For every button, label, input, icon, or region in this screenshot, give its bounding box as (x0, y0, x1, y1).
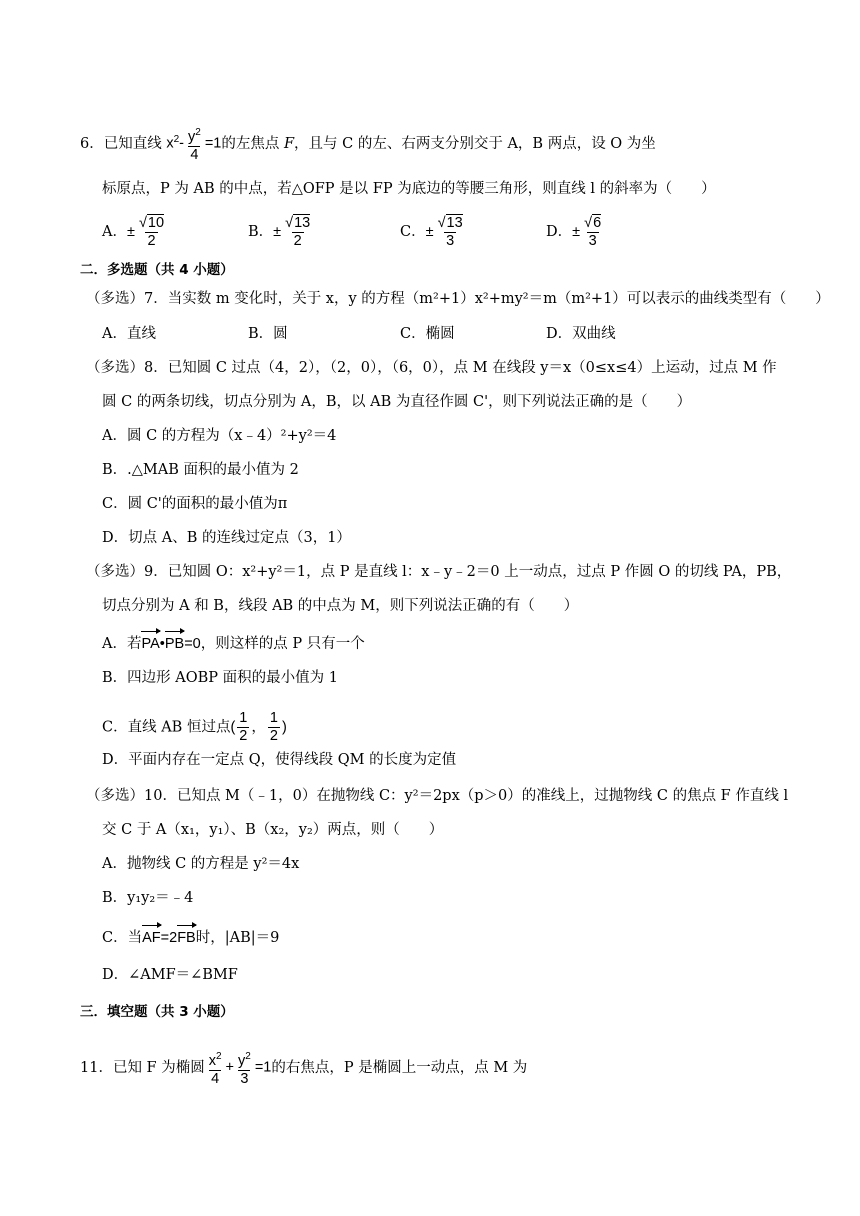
q8-option-d: D．切点 A、B 的连线过定点（3，1） (102, 530, 351, 546)
vector-fb: FB (177, 930, 196, 946)
q8-option-c: C．圆 C'的面积的最小值为π (102, 496, 288, 512)
vector-pa: PA (141, 636, 160, 652)
q10-line-2: 交 C 于 A（x₁，y₁）、B（x₂，y₂）两点，则（ ） (102, 822, 444, 838)
q6-line-2: 标原点，P 为 AB 的中点，若△OFP 是以 FP 为底边的等腰三角形，则直线 l 的斜率为（ ） (102, 181, 716, 197)
q7-stem: （多选）7．当实数 m 变化时，关于 x，y 的方程（m²+1）x²+my²＝m（m²+1）可以表示的曲线类型有（ ） (86, 291, 830, 307)
q9-option-a: A．若PA•PB=0，则这样的点 P 只有一个 (102, 636, 365, 652)
q9-option-d: D．平面内存在一定点 Q，使得线段 QM 的长度为定值 (102, 752, 457, 768)
q7-option-b: B．圆 (248, 326, 288, 342)
q6-text-after-eq: 的左焦点 (221, 135, 284, 152)
q6-text-prefix: 6．已知直线 (80, 135, 167, 152)
q11-ellipse-equation: $\frac{x^2}{4}$ + $\frac{y^2}{3}$ =1 (208, 1051, 272, 1087)
q6-option-b: B．± $\frac{√13}{2}$ (248, 215, 311, 249)
q6-hyperbola-equation: $x^2-$ $\frac{y^2}{4}$ =1 (166, 127, 222, 163)
q7-option-a: A．直线 (102, 326, 156, 342)
q8-option-b: B．.△MAB 面积的最小值为 2 (102, 462, 299, 478)
q7-option-c: C．椭圆 (400, 326, 455, 342)
vector-af: AF (142, 930, 161, 946)
q9-option-c: C．直线 AB 恒过点( $\frac{1}{2}$ ， $\frac{1}{2}$ ) (102, 710, 287, 744)
q10-option-b: B．y₁y₂＝﹣4 (102, 890, 194, 906)
q7-option-d: D．双曲线 (546, 326, 616, 342)
q10-line-1: （多选）10．已知点 M（﹣1，0）在抛物线 C：y²＝2px（p＞0）的准线上，过抛物线 C 的焦点 F 作直线 l (86, 788, 789, 804)
q11-line-1: 11．已知 F 为椭圆 $\frac{x^2}{4}$ + $\frac{y^2}{3}$ =1的右焦点，P 是椭圆上一动点，点 M 为 (80, 1048, 527, 1088)
q6-option-d: D．± $\frac{√6}{3}$ (546, 215, 602, 249)
section-heading-fill-in: 三．填空题（共 3 小题） (80, 1004, 234, 1020)
q6-option-a: A．± $\frac{√10}{2}$ (102, 215, 165, 249)
q8-line-1: （多选）8．已知圆 C 过点（4，2），（2，0），（6，0），点 M 在线段 y＝x（0≤x≤4）上运动，过点 M 作 (86, 360, 777, 376)
q9-option-b: B．四边形 AOBP 面积的最小值为 1 (102, 670, 338, 686)
q9-line-1: （多选）9．已知圆 O：x²+y²＝1，点 P 是直线 l：x﹣y﹣2＝0 上一动点，过点 P 作圆 O 的切线 PA，PB， (86, 564, 792, 580)
q6-line-1: 6．已知直线 $x^2-$ $\frac{y^2}{4}$ =1的左焦点 F，且与 C 的左、右两支分别交于 A，B 两点，设 O 为坐 (80, 124, 656, 164)
q6-option-c: C．± $\frac{√13}{3}$ (400, 215, 463, 249)
q10-option-c: C．当AF=2FB时，|AB|＝9 (102, 930, 280, 946)
q10-option-d: D．∠AMF＝∠BMF (102, 967, 238, 983)
q10-option-a: A．抛物线 C 的方程是 y²＝4x (102, 856, 300, 872)
section-heading-multiple-choice: 二．多选题（共 4 小题） (80, 262, 234, 278)
q9-line-2: 切点分别为 A 和 B，线段 AB 的中点为 M，则下列说法正确的有（ ） (102, 598, 579, 614)
q8-option-a: A．圆 C 的方程为（x﹣4）²+y²＝4 (102, 428, 337, 444)
q8-line-2: 圆 C 的两条切线，切点分别为 A，B，以 AB 为直径作圆 C'，则下列说法正确的是（ ） (102, 394, 692, 410)
vector-pb: PB (164, 636, 185, 652)
q6-text-rest: ，且与 C 的左、右两支分别交于 A，B 两点，设 O 为坐 (294, 135, 656, 152)
